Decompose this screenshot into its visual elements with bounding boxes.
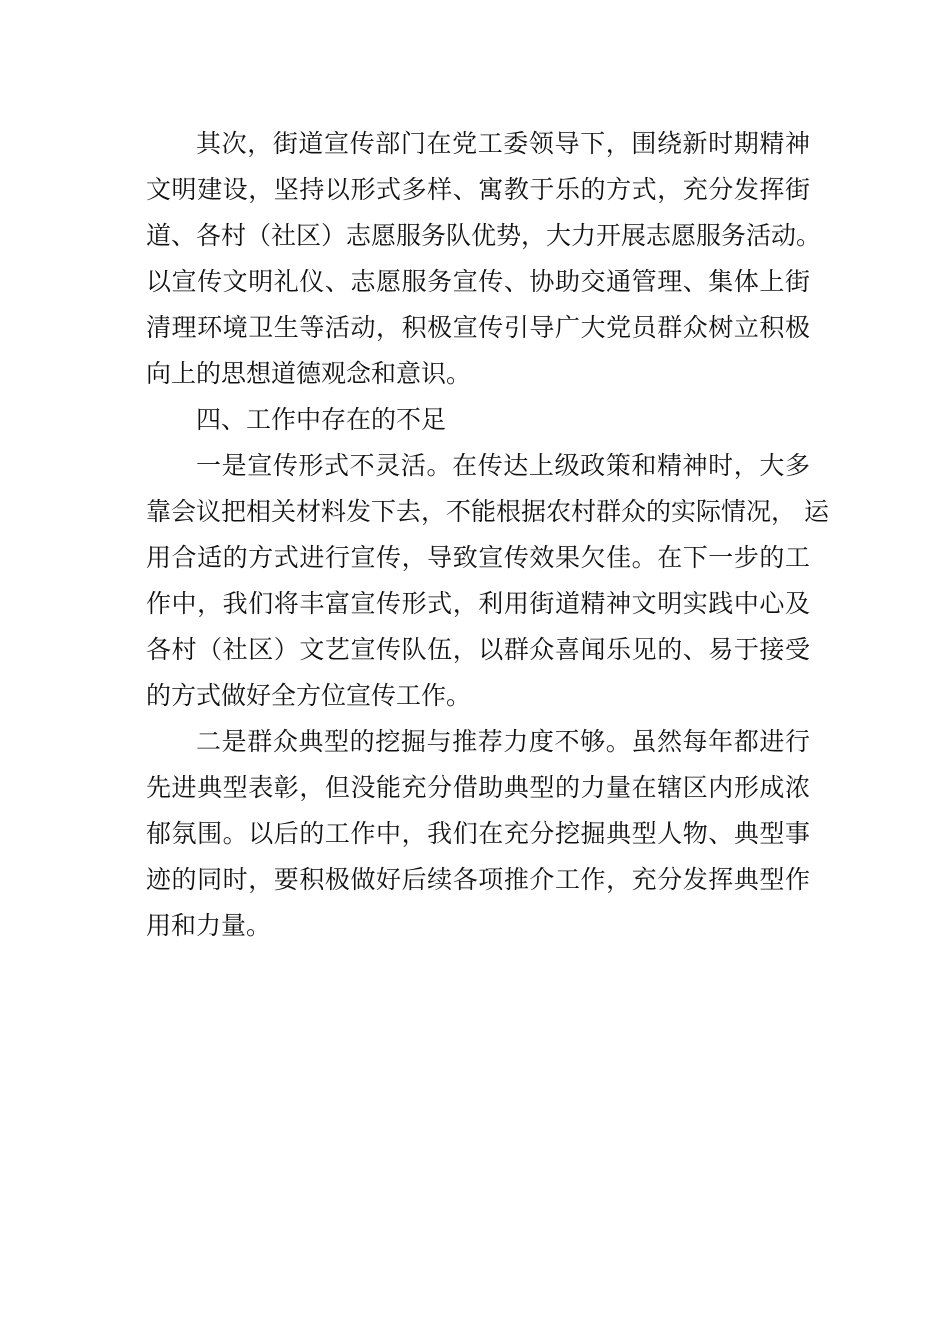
text-line: 各村（社区）文艺宣传队伍，以群众喜闻乐见的、易于接受 xyxy=(146,635,810,664)
text-line: 向上的思想道德观念和意识。 xyxy=(146,359,472,388)
text-line: 一是宣传形式不灵活。在传达上级政策和精神时，大多 xyxy=(196,451,810,480)
document-body xyxy=(146,121,829,949)
text-line: 郁氛围。以后的工作中，我们在充分挖掘典型人物、典型事 xyxy=(146,819,810,848)
paragraph-publicity-form xyxy=(146,443,829,719)
section-heading-shortcomings xyxy=(146,397,810,443)
text-line: 文明建设，坚持以形式多样、寓教于乐的方式，充分发挥街 xyxy=(146,175,810,204)
paragraph-secondly-publicity xyxy=(146,121,822,397)
text-line: 作中，我们将丰富宣传形式，利用街道精神文明实践中心及 xyxy=(146,589,810,618)
text-line: 以宣传文明礼仪、志愿服务宣传、协助交通管理、集体上街 xyxy=(146,267,810,296)
paragraph-model-mining xyxy=(146,719,810,949)
section-heading: 四、工作中存在的不足 xyxy=(196,405,447,434)
text-line: 用和力量。 xyxy=(146,911,272,940)
text-line: 迹的同时，要积极做好后续各项推介工作，充分发挥典型作 xyxy=(146,865,810,894)
text-line: 先进典型表彰，但没能充分借助典型的力量在辖区内形成浓 xyxy=(146,773,810,802)
text-line: 其次，街道宣传部门在党工委领导下，围绕新时期精神 xyxy=(196,129,810,158)
text-line: 清理环境卫生等活动，积极宣传引导广大党员群众树立积极 xyxy=(146,313,810,342)
text-line: 二是群众典型的挖掘与推荐力度不够。虽然每年都进行 xyxy=(196,727,810,756)
text-line: 靠会议把相关材料发下去，不能根据农村群众的实际情况， 运 xyxy=(146,497,829,526)
text-line: 用合适的方式进行宣传，导致宣传效果欠佳。在下一步的工 xyxy=(146,543,810,572)
text-line: 的方式做好全方位宣传工作。 xyxy=(146,681,472,710)
text-line: 道、各村（社区）志愿服务队优势，大力开展志愿服务活动。 xyxy=(146,221,822,250)
